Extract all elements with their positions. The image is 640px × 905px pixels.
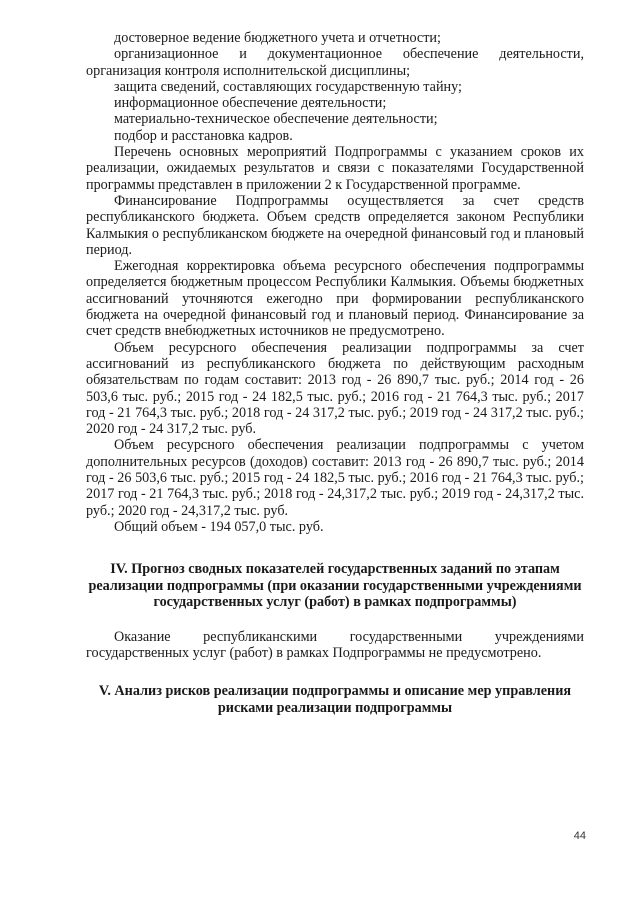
page-number: 44 [573, 830, 586, 842]
paragraph: Перечень основных мероприятий Подпрограммы с указанием сроков их реализации, ожидаемых результатов и связи с показателями Государственной программы представлен в приложении 2 к Государственной программе. [86, 144, 584, 193]
paragraph: Объем ресурсного обеспечения реализации подпрограммы с учетом дополнительных ресурсов (доходов) составит: 2013 год - 26 890,7 тыс. руб.; 2014 год - 26 503,6 тыс. руб.; 2015 год - 24 182,5 тыс. руб.; 2016 год - 21 764,3 тыс. руб.; 2017 год - 21 764,3 тыс. руб.; 2018 год - 24,317,2 тыс. руб.; 2019 год - 24,317,2 тыс. руб.; 2020 год - 24,317,2 тыс. руб. [86, 437, 584, 519]
paragraph: достоверное ведение бюджетного учета и отчетности; [114, 30, 441, 46]
paragraph: подбор и расстановка кадров. [114, 127, 293, 144]
paragraph: материально-техническое обеспечение деятельности; [114, 111, 438, 128]
section-heading-4: IV. Прогноз сводных показателей государственных заданий по этапам реализации подпрограммы (при оказании государственными учреждениями государственных услуг (работ) в рамках подпрограммы) [88, 561, 582, 611]
paragraph: информационное обеспечение деятельности; [114, 95, 387, 112]
paragraph: защита сведений, составляющих государственную тайну; [114, 78, 463, 95]
section-4-text: Оказание республиканскими государственными учреждениями государственных услуг (работ) в рамках Подпрограммы не предусмотрено. [86, 628, 584, 661]
page-body [86, 30, 584, 716]
paragraph: Общий объем - 194 057,0 тыс. руб. [114, 518, 324, 535]
paragraph: Финансирование Подпрограммы осуществляется за счет средств республиканского бюджета. Объем средств определяется законом Республики Калмыкия о республиканском бюджете на очередной финансовый год и плановый период. [86, 192, 584, 258]
section-heading-5: V. Анализ рисков реализации подпрограммы и описание мер управления рисками реализации подпрограммы [98, 683, 572, 716]
paragraph: Ежегодная корректировка объема ресурсного обеспечения подпрограммы определяется бюджетным процессом Республики Калмыкия. Объемы бюджетных ассигнований уточняются ежегодно при формировании республиканского бюджета на очередной финансовый год и плановый период. Финансирование за счет средств внебюджетных источников не предусмотрено. [86, 258, 584, 340]
paragraph: организационное и документационное обеспечение деятельности, организация контроля исполнительской дисциплины; [86, 46, 584, 79]
paragraph: Объем ресурсного обеспечения реализации подпрограммы за счет ассигнований из республиканского бюджета по действующим расходным обязательствам по годам составит: 2013 год - 26 890,7 тыс. руб.; 2014 год - 26 503,6 тыс. руб.; 2015 год - 24 182,5 тыс. руб.; 2016 год - 21 764,3 тыс. руб.; 2017 год - 21 764,3 тыс. руб.; 2018 год - 24 317,2 тыс. руб.; 2019 год - 24 317,2 тыс. руб.; 2020 год - 24 317,2 тыс. руб. [86, 339, 584, 438]
